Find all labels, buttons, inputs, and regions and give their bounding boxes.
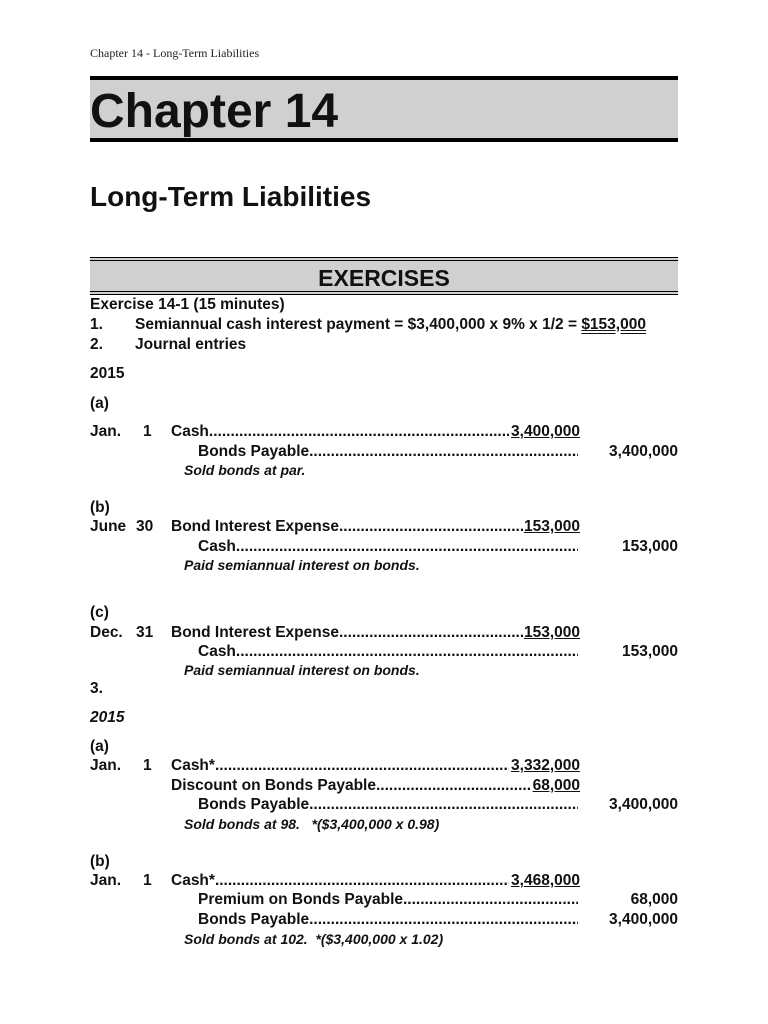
part-a2-label: (a)	[90, 738, 109, 755]
item-3-number: 3.	[90, 680, 103, 697]
part-b2-label: (b)	[90, 853, 110, 870]
part-a-label: (a)	[90, 395, 109, 412]
entry-5-memo: Sold bonds at 102. *($3,400,000 x 1.02)	[184, 931, 444, 947]
entry-1-debit-account: Cash .....	[171, 423, 509, 441]
entry-1-memo: Sold bonds at par.	[184, 462, 306, 478]
entry-2-credit-amount: 153,000	[621, 538, 678, 555]
entry-3-credit-account: Cash .....	[198, 643, 578, 661]
item-1-formula: Semiannual cash interest payment = $3,400,000 x 9% x 1/2 =	[135, 316, 582, 333]
entry-1-month: Jan.	[90, 423, 122, 440]
part-c-label: (c)	[90, 604, 109, 621]
entry-1-credit-account: Bonds Payable .....	[198, 443, 578, 461]
chapter-title: Chapter 14	[90, 85, 339, 138]
year-label-2: 2015	[90, 709, 125, 726]
entry-1-day: 1	[143, 423, 152, 440]
item-1-answer: $153,000	[581, 316, 646, 333]
entry-2-day: 30	[136, 518, 154, 535]
entry-2-memo: Paid semiannual interest on bonds.	[184, 557, 420, 573]
chapter-subtitle: Long-Term Liabilities	[90, 181, 372, 212]
entry-5-credit-account: Premium on Bonds Payable .....	[198, 891, 578, 909]
section-banner	[90, 257, 678, 295]
exercise-heading: Exercise 14-1 (15 minutes)	[90, 296, 285, 313]
entry-3-credit-amount: 153,000	[621, 643, 678, 660]
entry-3-day: 31	[136, 624, 154, 641]
entry-5-day: 1	[143, 872, 152, 889]
entry-5-credit2-amount: 3,400,000	[609, 911, 678, 928]
section-title: EXERCISES	[318, 265, 450, 291]
entry-4-debit-account: Cash* .....	[171, 757, 509, 775]
entry-3-month: Dec.	[90, 624, 123, 641]
item-2-text: Journal entries	[135, 336, 247, 353]
entry-1-debit-amount: 3,400,000	[511, 423, 580, 440]
chapter-banner	[90, 76, 678, 142]
entry-4-credit-amount: 3,400,000	[609, 796, 678, 813]
entry-4-credit-account: Bonds Payable .....	[198, 796, 578, 814]
entry-5-debit-amount: 3,468,000	[511, 872, 580, 889]
entry-4-debit2-account: Discount on Bonds Payable .....	[171, 777, 531, 795]
entry-4-memo: Sold bonds at 98. *($3,400,000 x 0.98)	[184, 816, 440, 832]
entry-4-month: Jan.	[90, 757, 122, 774]
entry-4-day: 1	[143, 757, 152, 774]
entry-4-debit-amount: 3,332,000	[511, 757, 580, 774]
entry-5-month: Jan.	[90, 872, 122, 889]
entry-2-debit-amount: 153,000	[523, 518, 580, 535]
entry-1-credit-amount: 3,400,000	[609, 443, 678, 460]
item-1-text	[135, 316, 646, 334]
year-label: 2015	[90, 365, 125, 382]
entry-4-debit2-amount: 68,000	[532, 777, 580, 794]
running-head: Chapter 14 - Long-Term Liabilities	[90, 46, 260, 60]
entry-5-debit-account: Cash* .....	[171, 872, 509, 890]
entry-3-debit-amount: 153,000	[523, 624, 580, 641]
entry-5-credit2-account: Bonds Payable .....	[198, 911, 578, 929]
entry-2-month: June	[90, 518, 127, 535]
entry-2-debit-account: Bond Interest Expense .....	[171, 518, 523, 536]
item-2-number: 2.	[90, 336, 103, 353]
item-1-number: 1.	[90, 316, 103, 333]
part-b-label: (b)	[90, 499, 110, 516]
entry-3-debit-account: Bond Interest Expense .....	[171, 624, 523, 642]
entry-3-memo: Paid semiannual interest on bonds.	[184, 662, 420, 678]
entry-2-credit-account: Cash .....	[198, 538, 578, 556]
entry-5-credit-amount: 68,000	[630, 891, 678, 908]
